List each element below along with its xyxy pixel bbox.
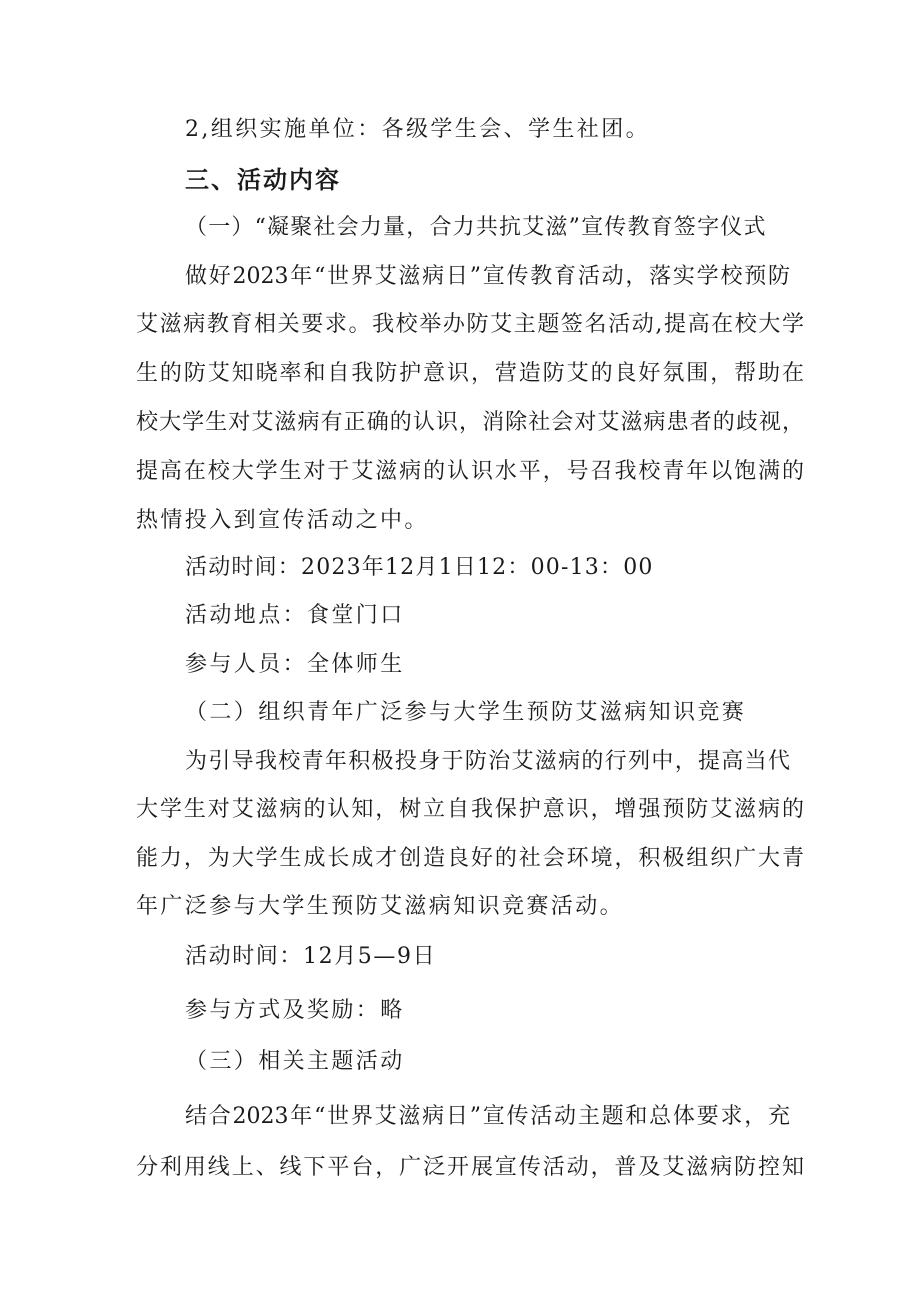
- paragraph-1-line-1: 做好2023年“世界艾滋病日”宣传教育活动，落实学校预防: [185, 264, 790, 289]
- paragraph-2-line-2: 大学生对艾滋病的认知，树立自我保护意识，增强预防艾滋病的: [136, 797, 804, 822]
- activity-1-time: 活动时间：2023年12月1日12：00-13：00: [185, 555, 654, 580]
- subsection-title-1: （一）“凝聚社会力量，合力共抗艾滋”宣传教育签字仪式: [185, 215, 767, 240]
- activity-1-place: 活动地点：食堂门口: [185, 603, 405, 628]
- paragraph-1-line-5: 提高在校大学生对于艾滋病的认识水平，号召我校青年以饱满的: [136, 459, 804, 484]
- paragraph-1-line-6: 热情投入到宣传活动之中。: [136, 508, 429, 533]
- subsection-title-2: （二）组织青年广泛参与大学生预防艾滋病知识竞赛: [185, 700, 747, 725]
- paragraph-3-line-2: 分利用线上、线下平台，广泛开展宣传活动，普及艾滋病防控知: [136, 1155, 804, 1180]
- paragraph-2-line-3: 能力，为大学生成长成才创造良好的社会环境，积极组织广大青: [136, 846, 804, 871]
- activity-1-participants: 参与人员：全体师生: [185, 652, 405, 677]
- paragraph-2-line-4: 年广泛参与大学生预防艾滋病知识竞赛活动。: [136, 894, 625, 919]
- paragraph-1-line-2: 艾滋病教育相关要求。我校举办防艾主题签名活动,提高在校大学: [136, 312, 804, 337]
- paragraph-1-line-4: 校大学生对艾滋病有正确的认识，消除社会对艾滋病患者的歧视，: [136, 410, 804, 435]
- activity-2-time: 活动时间：12月5—9日: [185, 944, 437, 969]
- subsection-title-3: （三）相关主题活动: [185, 1049, 405, 1074]
- paragraph-2-line-1: 为引导我校青年积极投身于防治艾滋病的行列中，提高当代: [185, 749, 790, 774]
- paragraph-1-line-3: 生的防艾知晓率和自我防护意识，营造防艾的良好氛围，帮助在: [136, 361, 804, 386]
- activity-2-reward: 参与方式及奖励：略: [185, 998, 405, 1023]
- paragraph-3-line-1: 结合2023年“世界艾滋病日”宣传活动主题和总体要求，充: [185, 1104, 790, 1129]
- section-title-activity-content: 三、活动内容: [185, 165, 341, 194]
- item-organizers: 2,组织实施单位：各级学生会、学生社团。: [185, 117, 650, 142]
